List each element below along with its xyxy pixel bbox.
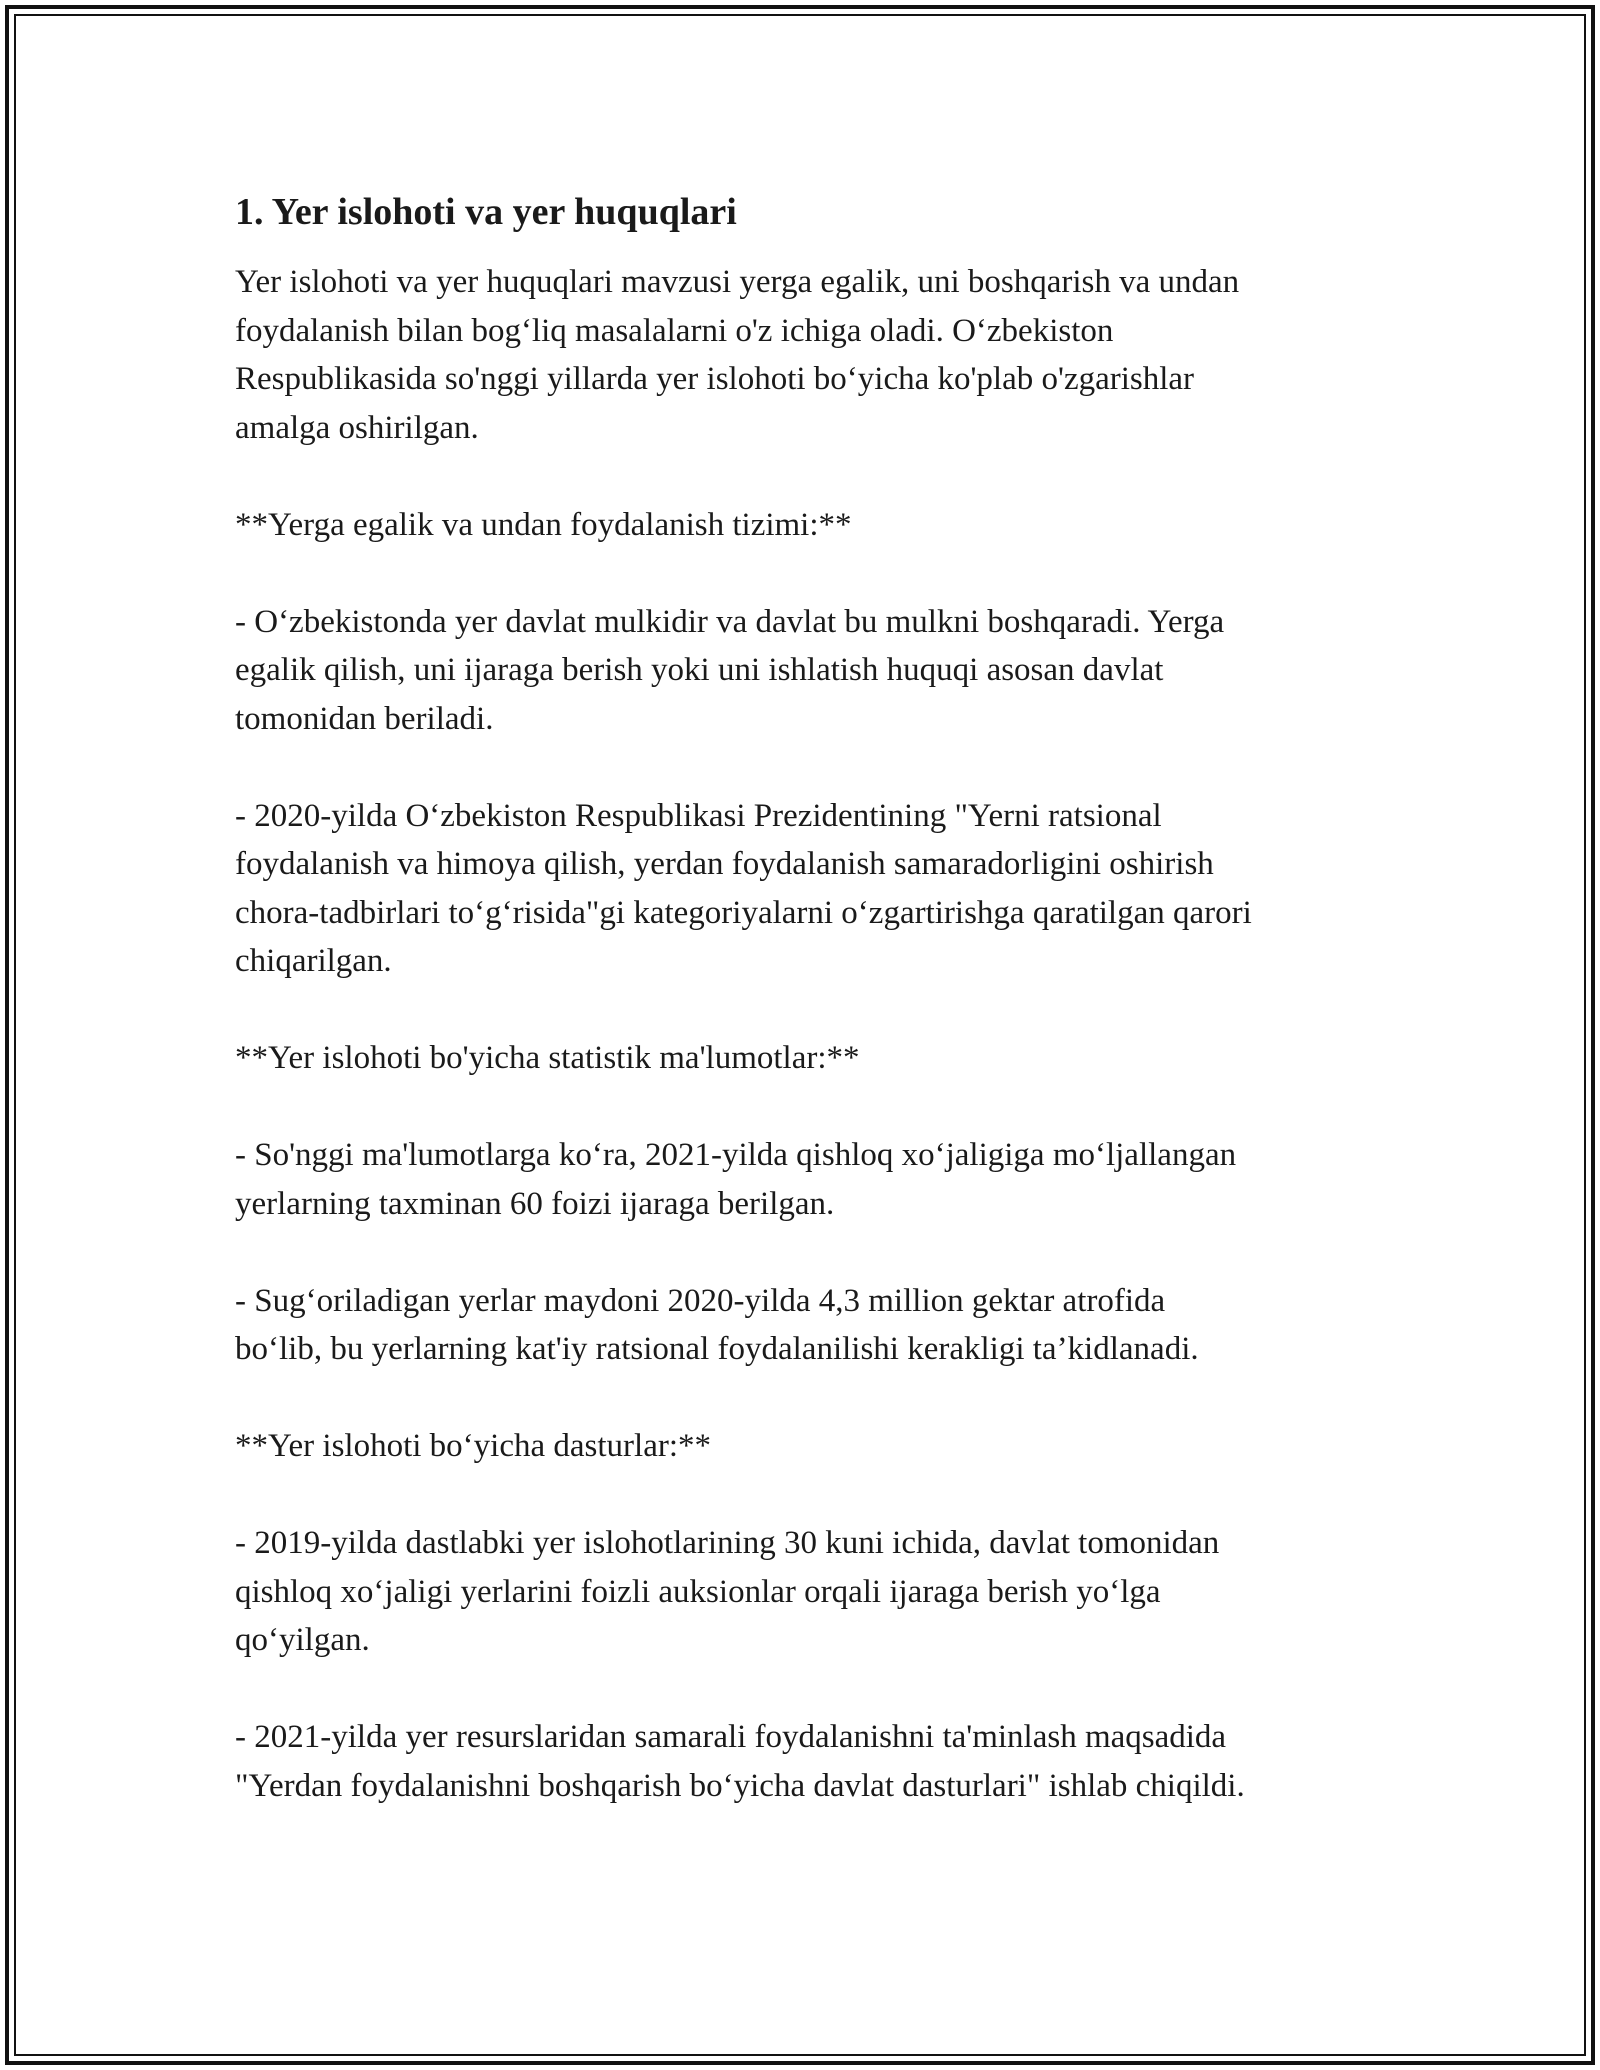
document-page: [235, 188, 1395, 1810]
list-item: - 2020-yilda O‘zbekiston Respublikasi Prezidentining "Yerni ratsional foydalanish va himoya qilish, yerdan foydalanish samaradorligini oshirish chora-tadbirlari to‘g‘risida"gi kategoriyalarni o‘zgartirishga qaratilgan qarori chiqarilgan.: [235, 797, 1252, 979]
paragraph-gap: [235, 743, 1395, 792]
list-item: - Sug‘oriladigan yerlar maydoni 2020-yilda 4,3 million gektar atrofida bo‘lib, bu yerlarning kat'iy ratsional foydalanilishi kerakligi ta’kidlanadi.: [235, 1282, 1199, 1367]
list-item: - 2019-yilda dastlabki yer islohotlarining 30 kuni ichida, davlat tomonidan qishloq xo‘jaligi yerlarini foizli auksionlar orqali ijaraga berish yo‘lga qo‘yilgan.: [235, 1525, 1220, 1658]
paragraph-gap: [235, 549, 1395, 598]
paragraph-gap: [235, 986, 1395, 1035]
list-item: - So'nggi ma'lumotlarga ko‘ra, 2021-yilda qishloq xo‘jaligiga mo‘ljallangan yerlarning taxminan 60 foizi ijaraga berilgan.: [235, 1137, 1237, 1222]
paragraph-gap: [235, 452, 1395, 501]
paragraph-gap: [235, 1083, 1395, 1132]
paragraph-gap: [235, 1228, 1395, 1277]
paragraph-gap: [235, 1374, 1395, 1423]
subheading-programs: **Yer islohoti bo‘yicha dasturlar:**: [235, 1428, 712, 1464]
list-item: - O‘zbekistonda yer davlat mulkidir va davlat bu mulkni boshqaradi. Yerga egalik qilish, uni ijaraga berish yoki uni ishlatish huquqi asosan davlat tomonidan beriladi.: [235, 603, 1225, 737]
list-item: - 2021-yilda yer resurslaridan samarali foydalanishni ta'minlash maqsadida "Yerdan foydalanishni boshqarish bo‘yicha davlat dasturlari" ishlab chiqildi.: [235, 1719, 1245, 1804]
section-title: 1. Yer islohoti va yer huquqlari: [235, 191, 737, 233]
subheading-statistics: **Yer islohoti bo'yicha statistik ma'lumotlar:**: [235, 1040, 860, 1076]
paragraph-gap: [235, 1665, 1395, 1714]
intro-paragraph: Yer islohoti va yer huquqlari mavzusi yerga egalik, uni boshqarish va undan foydalanish bilan bog‘liq masalalarni o'z ichiga oladi. O‘zbekiston Respublikasida so'nggi yillarda yer islohoti bo‘yicha ko'plab o'zgarishlar amalga oshirilgan.: [235, 264, 1240, 446]
paragraph-gap: [235, 1471, 1395, 1520]
subheading-land-ownership: **Yerga egalik va undan foydalanish tizimi:**: [235, 506, 852, 543]
